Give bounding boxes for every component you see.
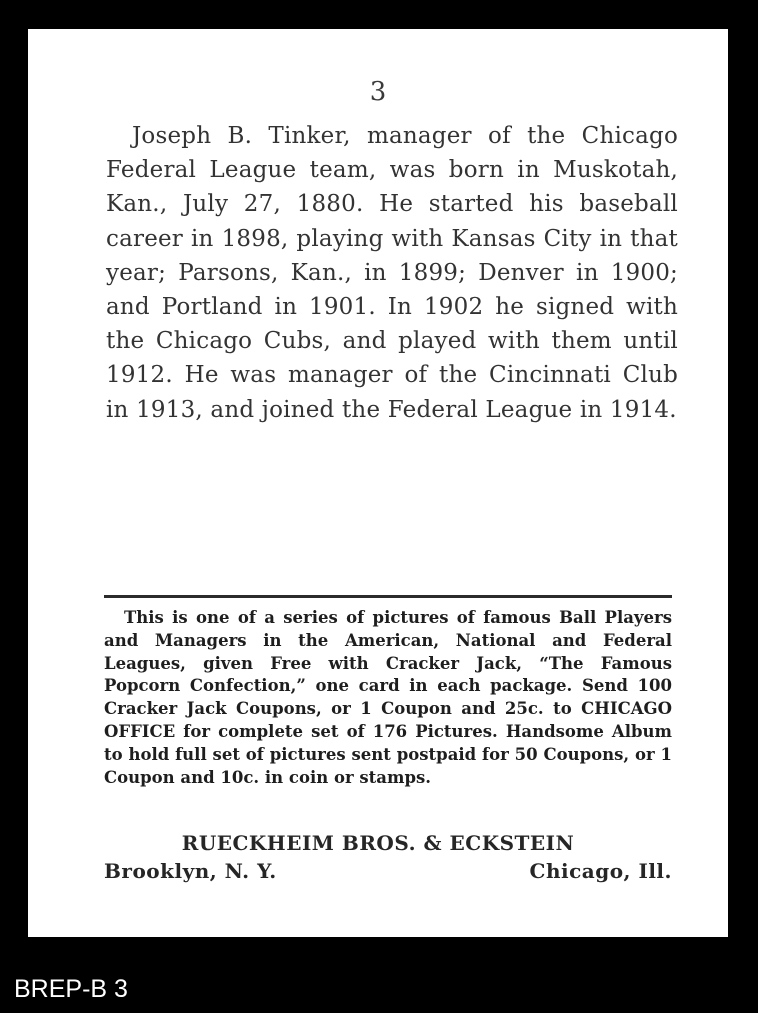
image-caption: BREP-B 3: [14, 975, 128, 1003]
city-brooklyn: Brooklyn, N. Y.: [104, 859, 277, 883]
card-number: 3: [369, 77, 387, 107]
city-chicago: Chicago, Ill.: [529, 859, 672, 883]
card-back: [28, 29, 728, 937]
company-name: RUECKHEIM BROS. & ECKSTEIN: [181, 831, 575, 855]
player-bio: Joseph B. Tinker, manager of the Chicago Federal League team, was born in Muskotah, Kan., July 27, 1880. He started his baseball career in 1898, playing with Kansas City in that year; Parsons, Kan., in 1899; Denver in 1900; and Portland in 1901. In 1902 he signed with the Chicago Cubs, and played with them until 1912. He was manager of the Cincinnati Club in 1913, and joined the Federal League in 1914.: [106, 123, 678, 423]
promo-text: This is one of a series of pictures of famous Ball Players and Managers in the American, National and Federal Leagues, given Free with Cracker Jack, “The Famous Popcorn Confection,” one card in each package. Send 100 Cracker Jack Coupons, or 1 Coupon and 25c. to CHICAGO OFFICE for complete set of 176 Pictures. Handsome Album to hold full set of pictures sent postpaid for 50 Coupons, or 1 Coupon and 10c. in coin or stamps.: [104, 608, 672, 787]
divider-rule: [104, 595, 672, 598]
